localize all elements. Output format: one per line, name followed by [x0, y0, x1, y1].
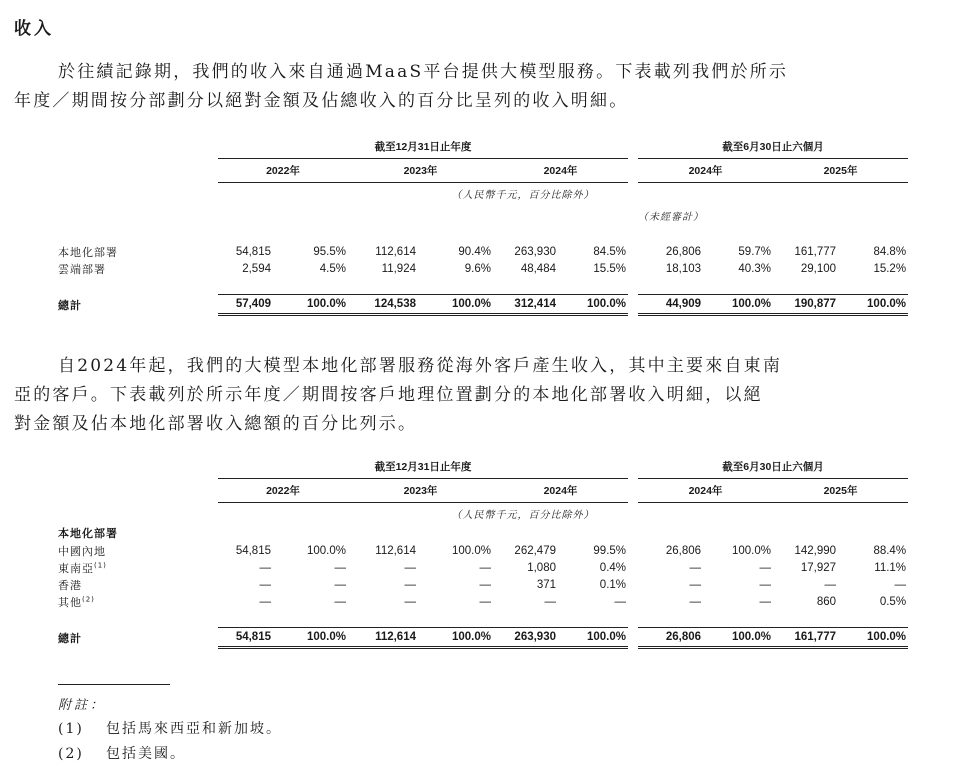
cell: 15.5% — [593, 262, 627, 275]
footnote-text: 包括美國。 — [106, 746, 186, 762]
cell: 124,538 — [348, 295, 418, 315]
year-header: 2024年 — [638, 158, 773, 182]
cell: 54,815 — [235, 245, 271, 258]
cell: 100.0% — [273, 295, 348, 315]
notes-divider — [58, 684, 170, 685]
cell: 263,930 — [493, 628, 558, 648]
cell: — — [404, 578, 416, 591]
cell: — — [479, 578, 491, 591]
period-header-six-months: 截至6月30日止六個月 — [638, 456, 908, 478]
cell: 84.5% — [593, 245, 627, 258]
cell: 312,414 — [493, 295, 558, 315]
cell: 100.0% — [732, 544, 772, 557]
cell: 84.8% — [873, 245, 907, 258]
intro-line-2: 年度／期間按分部劃分以絕對金額及佔總收入的百分比呈列的收入明細。 — [14, 91, 629, 111]
cell: — — [259, 578, 271, 591]
cell: 90.4% — [458, 245, 491, 258]
row-label — [58, 542, 218, 559]
cell: 9.6% — [464, 262, 491, 275]
footnote-ref: (1) — [94, 560, 107, 569]
year-header: 2022年 — [218, 158, 348, 182]
cell: — — [259, 595, 271, 608]
year-header: 2025年 — [773, 158, 908, 182]
cell: 18,103 — [665, 262, 702, 275]
cell: 860 — [816, 595, 837, 608]
cell: 0.1% — [599, 578, 627, 591]
cell: 100.0% — [558, 295, 628, 315]
row-label: 雲端部署 — [58, 262, 106, 276]
cell: 100.0% — [306, 544, 346, 557]
geography-revenue-table — [58, 456, 908, 649]
cell: 190,877 — [773, 295, 838, 315]
period-header-six-months: 截至6月30日止六個月 — [638, 136, 908, 158]
year-header: 2023年 — [348, 478, 493, 502]
cell: 26,806 — [665, 245, 702, 258]
cell: — — [689, 578, 702, 591]
cell: 100.0% — [451, 544, 491, 557]
cell: 100.0% — [838, 295, 908, 315]
cell: — — [334, 561, 346, 574]
cell: — — [689, 561, 702, 574]
notes-title: 附註： — [58, 698, 107, 713]
cell: 57,409 — [218, 295, 273, 315]
row-label — [58, 593, 218, 610]
cell: 44,909 — [638, 295, 703, 315]
cell: 263,930 — [514, 245, 556, 258]
total-row — [58, 295, 908, 315]
cell: 88.4% — [873, 544, 907, 557]
row-label-text: 其他 — [58, 595, 82, 609]
cell: 48,484 — [520, 262, 556, 275]
cell: 11.1% — [874, 561, 907, 574]
cell: — — [689, 595, 702, 608]
footnote-tag: (2) — [58, 746, 84, 762]
cell: — — [479, 595, 491, 608]
cell: — — [479, 561, 491, 574]
cell: 100.0% — [703, 628, 773, 648]
footnote-item — [58, 718, 282, 738]
cell: 29,100 — [800, 262, 837, 275]
cell: — — [259, 561, 271, 574]
cell: 0.4% — [599, 561, 627, 574]
table-row — [58, 542, 908, 559]
year-header: 2024年 — [493, 158, 628, 182]
cell: 100.0% — [703, 295, 773, 315]
intro-paragraph — [14, 58, 914, 116]
cell: 100.0% — [558, 628, 628, 648]
cell: 17,927 — [800, 561, 837, 574]
cell: 4.5% — [319, 262, 346, 275]
row-label — [58, 559, 218, 576]
cell: — — [759, 578, 772, 591]
cell: — — [824, 578, 837, 591]
cell: 2,594 — [242, 262, 271, 275]
section-heading: 收入 — [14, 19, 54, 39]
footnote-tag: (1) — [58, 721, 84, 737]
year-header: 2022年 — [218, 478, 348, 502]
cell: 161,777 — [794, 245, 837, 258]
cell: 59.7% — [738, 245, 772, 258]
footnote-text: 包括馬來西亞和新加坡。 — [106, 721, 282, 737]
cell: — — [759, 561, 772, 574]
cell: — — [894, 578, 907, 591]
total-label: 總計 — [58, 298, 82, 312]
cell: 0.5% — [879, 595, 907, 608]
year-header: 2024年 — [493, 478, 628, 502]
cell: 100.0% — [838, 628, 908, 648]
table-row — [58, 260, 908, 277]
cell: — — [544, 595, 556, 608]
cell: 100.0% — [418, 295, 493, 315]
row-label-text: 香港 — [58, 578, 82, 592]
cell: — — [334, 595, 346, 608]
cell: 112,614 — [375, 245, 416, 258]
cell: — — [404, 595, 416, 608]
segment-revenue-table — [58, 136, 908, 316]
cell: 112,614 — [375, 544, 416, 557]
geo-line-3: 對金額及佔本地化部署收入總額的百分比列示。 — [14, 414, 418, 434]
cell: — — [614, 595, 627, 608]
cell: — — [404, 561, 416, 574]
cell: 54,815 — [218, 628, 273, 648]
unit-note: （人民幣千元，百分比除外） — [451, 189, 595, 201]
cell: 40.3% — [738, 262, 772, 275]
cell: 99.5% — [593, 544, 627, 557]
intro-line-1: 於往績記錄期，我們的收入來自通過MaaS平台提供大模型服務。下表載列我們於所示 — [58, 62, 789, 82]
row-label — [58, 576, 218, 593]
table-row — [58, 559, 908, 576]
unit-note: （人民幣千元，百分比除外） — [451, 509, 595, 521]
cell: 26,806 — [638, 628, 703, 648]
geo-line-2: 亞的客戶。下表載列於所示年度／期間按客戶地理位置劃分的本地化部署收入明細，以絕 — [14, 385, 763, 405]
row-label-text: 中國內地 — [58, 544, 106, 558]
footnote-ref: (2) — [82, 594, 95, 603]
cell: 100.0% — [273, 628, 348, 648]
geography-paragraph — [14, 352, 914, 439]
cell: — — [334, 578, 346, 591]
table-row — [58, 243, 908, 260]
row-label: 本地化部署 — [58, 245, 118, 259]
period-header-annual: 截至12月31日止年度 — [218, 136, 628, 158]
cell: 54,815 — [235, 544, 271, 557]
year-header: 2025年 — [773, 478, 908, 502]
cell: 161,777 — [773, 628, 838, 648]
row-label-text: 東南亞 — [58, 561, 94, 575]
cell: 26,806 — [665, 544, 702, 557]
section-label: 本地化部署 — [58, 527, 118, 540]
cell: — — [759, 595, 772, 608]
cell: 112,614 — [348, 628, 418, 648]
total-row — [58, 628, 908, 648]
unaudited-note: （未經審計） — [638, 211, 705, 223]
cell: 262,479 — [514, 544, 556, 557]
year-header: 2023年 — [348, 158, 493, 182]
period-header-annual: 截至12月31日止年度 — [218, 456, 628, 478]
cell: 11,924 — [381, 262, 416, 275]
table-row — [58, 593, 908, 610]
cell: 95.5% — [313, 245, 346, 258]
cell: 15.2% — [873, 262, 907, 275]
cell: 142,990 — [794, 544, 837, 557]
footnote-item — [58, 743, 186, 763]
total-label: 總計 — [58, 631, 82, 645]
table-row — [58, 576, 908, 593]
year-header: 2024年 — [638, 478, 773, 502]
cell: 100.0% — [418, 628, 493, 648]
cell: 371 — [536, 578, 556, 591]
geo-line-1: 自2024年起，我們的大模型本地化部署服務從海外客戶產生收入，其中主要來自東南 — [58, 356, 783, 376]
cell: 1,080 — [527, 561, 556, 574]
